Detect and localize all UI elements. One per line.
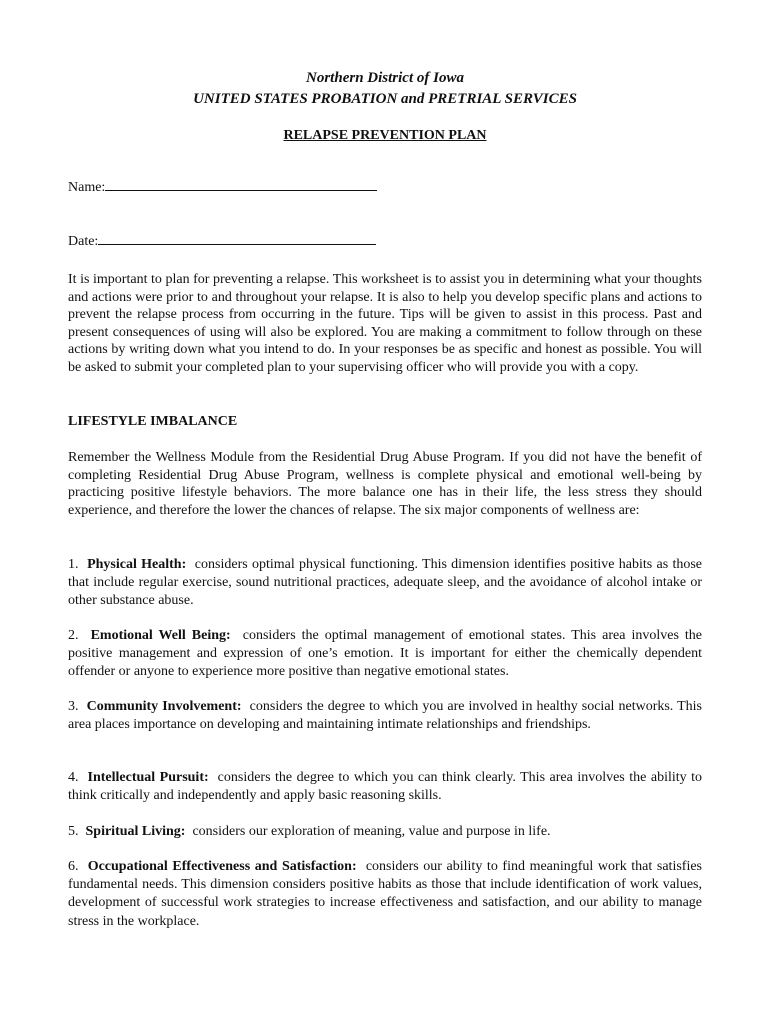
document-title [0,128,770,144]
name-field[interactable] [68,180,377,196]
wellness-component-4 [68,769,702,805]
wellness-component-1 [68,556,702,611]
component-text: considers the degree to which you are involved in healthy social networks. This area places importance on developing and maintaining intimate relationships and friendships. [68,699,702,733]
component-number: 1. [68,557,79,572]
date-label: Date: [68,234,99,249]
agency-heading: UNITED STATES PROBATION and PRETRIAL SERVICES [193,91,577,107]
component-text: considers our exploration of meaning, value and purpose in life. [192,824,551,839]
wellness-component-2 [68,627,702,682]
component-text: considers optimal physical functioning. This dimension identifies positive habits as those that include regular exercise, sound nutritional practices, adequate sleep, and the avoidance of alcohol intake or other substance abuse. [68,557,702,609]
name-entry-line[interactable] [105,189,377,191]
document-title-text: RELAPSE PREVENTION PLAN [283,128,487,143]
component-number: 4. [68,770,79,785]
component-number: 3. [68,699,79,714]
component-text: considers the degree to which you can think clearly. This area involves the ability to think critically and independently and apply basic reasoning skills. [68,770,703,804]
component-number: 5. [68,824,79,839]
date-entry-line[interactable] [98,243,376,245]
section-body: Remember the Wellness Module from the Residential Drug Abuse Program. If you did not have the benefit of completing Residential Drug Abuse Program, wellness is complete physical and emotional well-being by practicing positive lifestyle behaviors. The more balance one has in their life, the less stress they should experience, and therefore the lower the chances of relapse. The six major components of wellness are: [68,450,702,518]
district-heading: Northern District of Iowa [306,70,464,86]
component-text: considers the optimal management of emotional states. This area involves the positive management and expression of one’s emotion. It is important for either the chemically dependent offender or anyone to experience more positive than negative emotional states. [68,628,703,680]
component-term: Emotional Well Being: [90,628,231,643]
wellness-component-6 [68,858,702,931]
component-term: Physical Health: [87,557,187,572]
component-number: 6. [68,859,79,874]
wellness-component-3 [68,698,702,734]
component-number: 2. [68,628,79,643]
section-heading: LIFESTYLE IMBALANCE [68,414,238,429]
component-term: Community Involvement: [86,699,242,714]
date-field[interactable] [68,234,376,250]
component-text: considers our ability to find meaningful work that satisfies fundamental needs. This dimension considers positive habits as those that include identification of work values, development of successful work strategies to increase effectiveness and satisfaction, and our ability to manage stress in the workplace. [68,859,702,929]
wellness-component-5 [68,823,702,841]
component-term: Intellectual Pursuit: [87,770,209,785]
name-label: Name: [68,180,106,195]
component-term: Spiritual Living: [85,824,186,839]
component-term: Occupational Effectiveness and Satisfaction: [87,859,357,874]
intro-paragraph: It is important to plan for preventing a relapse. This worksheet is to assist you in determining what your thoughts and actions were prior to and throughout your relapse. It is also to help you develop specific plans and actions to prevent the relapse process from occurring in the future. Tips will be given to assist in this process. Past and present consequences of using will also be explored. You are making a commitment to follow through on these actions by writing down what you intend to do. In your responses be as specific and honest as possible. You will be asked to submit your completed plan to your supervising officer who will provide you with a copy. [68,272,702,375]
